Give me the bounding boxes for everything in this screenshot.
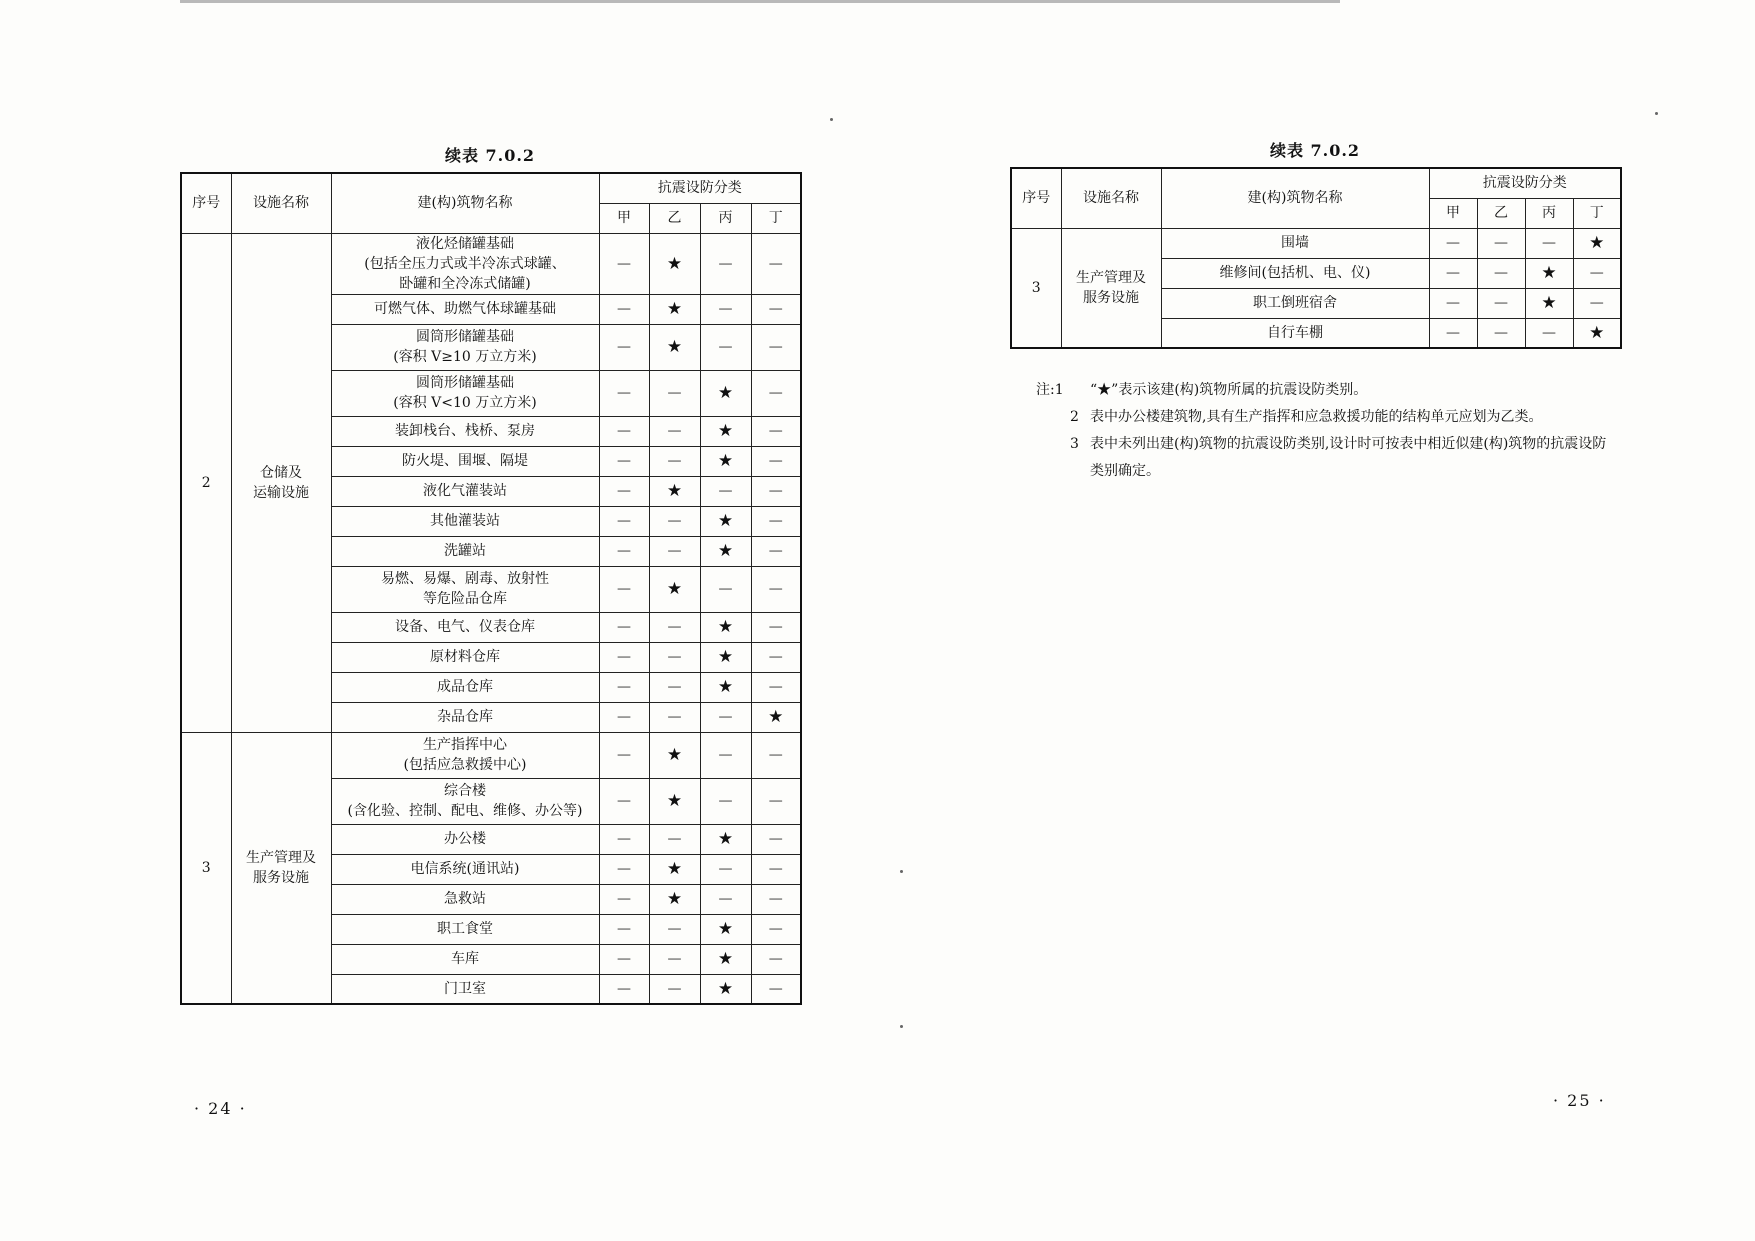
- note-item: [1036, 431, 1620, 485]
- header-yi: 乙: [1477, 198, 1525, 228]
- table-row: [181, 233, 801, 294]
- cell-facility: 生产管理及 服务设施: [1061, 228, 1161, 348]
- dash-mark: —: [649, 672, 700, 702]
- cell-seq: 3: [1011, 228, 1061, 348]
- dash-mark: —: [599, 884, 649, 914]
- header-category: 抗震设防分类: [599, 173, 801, 203]
- header-seq: 序号: [1011, 168, 1061, 228]
- dash-mark: —: [700, 476, 751, 506]
- cell-building-name: 职工食堂: [331, 914, 599, 944]
- right-page-number: · 25 ·: [1553, 1091, 1606, 1110]
- dash-mark: —: [649, 446, 700, 476]
- cell-building-name: 液化气灌装站: [331, 476, 599, 506]
- dash-mark: —: [751, 672, 801, 702]
- dash-mark: —: [751, 884, 801, 914]
- dash-mark: —: [599, 824, 649, 854]
- cell-building-name: 防火堤、围堰、隔堤: [331, 446, 599, 476]
- cell-building-name: 其他灌装站: [331, 506, 599, 536]
- dash-mark: —: [700, 702, 751, 732]
- dash-mark: —: [751, 536, 801, 566]
- dash-mark: —: [751, 446, 801, 476]
- dash-mark: —: [751, 642, 801, 672]
- dash-mark: —: [700, 233, 751, 294]
- dash-mark: —: [751, 732, 801, 778]
- star-mark-icon: ★: [1525, 288, 1573, 318]
- dash-mark: —: [649, 944, 700, 974]
- cell-building-name: 圆筒形储罐基础 (容积 V≥10 万立方米): [331, 324, 599, 370]
- star-mark-icon: ★: [700, 642, 751, 672]
- dash-mark: —: [1477, 318, 1525, 348]
- dash-mark: —: [700, 884, 751, 914]
- cell-seq: 2: [181, 233, 231, 732]
- scan-speck: [900, 870, 903, 873]
- star-mark-icon: ★: [700, 446, 751, 476]
- star-mark-icon: ★: [700, 416, 751, 446]
- dash-mark: —: [1573, 288, 1621, 318]
- header-jia: 甲: [599, 203, 649, 233]
- dash-mark: —: [700, 778, 751, 824]
- dash-mark: —: [751, 476, 801, 506]
- dash-mark: —: [700, 566, 751, 612]
- note-item: [1036, 404, 1620, 431]
- dash-mark: —: [649, 642, 700, 672]
- star-mark-icon: ★: [700, 612, 751, 642]
- header-building: 建(构)筑物名称: [331, 173, 599, 233]
- star-mark-icon: ★: [700, 506, 751, 536]
- cell-building-name: 杂品仓库: [331, 702, 599, 732]
- scan-edge-line: [180, 0, 1340, 3]
- star-mark-icon: ★: [1573, 228, 1621, 258]
- header-yi: 乙: [649, 203, 700, 233]
- dash-mark: —: [599, 974, 649, 1004]
- dash-mark: —: [599, 854, 649, 884]
- table-row: [181, 732, 801, 778]
- cell-building-name: 液化烃储罐基础 (包括全压力式或半冷冻式球罐、 卧罐和全冷冻式储罐): [331, 233, 599, 294]
- scan-speck: [900, 1025, 903, 1028]
- dash-mark: —: [599, 476, 649, 506]
- table-row: [1011, 228, 1621, 258]
- dash-mark: —: [751, 612, 801, 642]
- dash-mark: —: [751, 824, 801, 854]
- cell-building-name: 急救站: [331, 884, 599, 914]
- cell-building-name: 办公楼: [331, 824, 599, 854]
- dash-mark: —: [751, 294, 801, 324]
- dash-mark: —: [599, 566, 649, 612]
- cell-building-name: 维修间(包括机、电、仪): [1161, 258, 1429, 288]
- cell-building-name: 围墙: [1161, 228, 1429, 258]
- dash-mark: —: [1429, 228, 1477, 258]
- header-facility: 设施名称: [1061, 168, 1161, 228]
- scan-speck: [830, 118, 833, 121]
- star-mark-icon: ★: [649, 566, 700, 612]
- right-classification-table: [1010, 167, 1622, 349]
- dash-mark: —: [751, 416, 801, 446]
- star-mark-icon: ★: [649, 884, 700, 914]
- note-text: 表中办公楼建筑物,具有生产指挥和应急救援功能的结构单元应划为乙类。: [1090, 409, 1543, 425]
- star-mark-icon: ★: [751, 702, 801, 732]
- header-building: 建(构)筑物名称: [1161, 168, 1429, 228]
- dash-mark: —: [649, 702, 700, 732]
- dash-mark: —: [751, 778, 801, 824]
- dash-mark: —: [599, 233, 649, 294]
- cell-seq: 3: [181, 732, 231, 1004]
- cell-building-name: 可燃气体、助燃气体球罐基础: [331, 294, 599, 324]
- cell-building-name: 门卫室: [331, 974, 599, 1004]
- dash-mark: —: [599, 416, 649, 446]
- cell-building-name: 自行车棚: [1161, 318, 1429, 348]
- dash-mark: —: [649, 914, 700, 944]
- dash-mark: —: [599, 612, 649, 642]
- cell-building-name: 职工倒班宿舍: [1161, 288, 1429, 318]
- dash-mark: —: [751, 506, 801, 536]
- dash-mark: —: [1477, 288, 1525, 318]
- star-mark-icon: ★: [1525, 258, 1573, 288]
- cell-facility: 生产管理及 服务设施: [231, 732, 331, 1004]
- dash-mark: —: [599, 370, 649, 416]
- dash-mark: —: [700, 324, 751, 370]
- cell-building-name: 易燃、易爆、剧毒、放射性 等危险品仓库: [331, 566, 599, 612]
- header-category: 抗震设防分类: [1429, 168, 1621, 198]
- dash-mark: —: [599, 294, 649, 324]
- star-mark-icon: ★: [649, 324, 700, 370]
- dash-mark: —: [751, 974, 801, 1004]
- dash-mark: —: [751, 324, 801, 370]
- dash-mark: —: [649, 612, 700, 642]
- star-mark-icon: ★: [700, 370, 751, 416]
- dash-mark: —: [751, 944, 801, 974]
- star-mark-icon: ★: [649, 233, 700, 294]
- dash-mark: —: [751, 854, 801, 884]
- header-bing: 丙: [1525, 198, 1573, 228]
- dash-mark: —: [751, 566, 801, 612]
- note-number: 3: [1070, 436, 1079, 452]
- dash-mark: —: [1525, 318, 1573, 348]
- cell-building-name: 车库: [331, 944, 599, 974]
- dash-mark: —: [1429, 258, 1477, 288]
- header-bing: 丙: [700, 203, 751, 233]
- left-page-number: · 24 ·: [194, 1099, 247, 1118]
- dash-mark: —: [649, 536, 700, 566]
- dash-mark: —: [1477, 258, 1525, 288]
- dash-mark: —: [599, 732, 649, 778]
- dash-mark: —: [1573, 258, 1621, 288]
- cell-building-name: 装卸栈台、栈桥、泵房: [331, 416, 599, 446]
- star-mark-icon: ★: [649, 732, 700, 778]
- header-jia: 甲: [1429, 198, 1477, 228]
- cell-building-name: 电信系统(通讯站): [331, 854, 599, 884]
- star-mark-icon: ★: [649, 778, 700, 824]
- dash-mark: —: [599, 324, 649, 370]
- dash-mark: —: [649, 824, 700, 854]
- star-mark-icon: ★: [700, 824, 751, 854]
- cell-building-name: 生产指挥中心 (包括应急救援中心): [331, 732, 599, 778]
- dash-mark: —: [599, 446, 649, 476]
- note-item: [1036, 377, 1620, 404]
- left-classification-table: [180, 172, 802, 1005]
- cell-building-name: 设备、电气、仪表仓库: [331, 612, 599, 642]
- header-ding: 丁: [751, 203, 801, 233]
- dash-mark: —: [649, 416, 700, 446]
- dash-mark: —: [1477, 228, 1525, 258]
- star-mark-icon: ★: [649, 294, 700, 324]
- left-table-caption: 续表 7.0.2: [444, 146, 536, 165]
- dash-mark: —: [649, 974, 700, 1004]
- dash-mark: —: [1525, 228, 1573, 258]
- note-text: 表中未列出建(构)筑物的抗震设防类别,设计时可按表中相近似建(构)筑物的抗震设防类别确定。: [1090, 436, 1607, 479]
- dash-mark: —: [700, 854, 751, 884]
- dash-mark: —: [751, 914, 801, 944]
- dash-mark: —: [599, 642, 649, 672]
- dash-mark: —: [599, 702, 649, 732]
- note-text: “★”表示该建(构)筑物所属的抗震设防类别。: [1090, 382, 1368, 398]
- star-mark-icon: ★: [649, 854, 700, 884]
- star-mark-icon: ★: [700, 672, 751, 702]
- star-mark-icon: ★: [700, 974, 751, 1004]
- dash-mark: —: [599, 506, 649, 536]
- cell-facility: 仓储及 运输设施: [231, 233, 331, 732]
- star-mark-icon: ★: [649, 476, 700, 506]
- star-mark-icon: ★: [700, 536, 751, 566]
- scan-speck: [1655, 112, 1658, 115]
- dash-mark: —: [700, 294, 751, 324]
- table-notes: [1036, 377, 1620, 485]
- dash-mark: —: [751, 233, 801, 294]
- header-facility: 设施名称: [231, 173, 331, 233]
- header-seq: 序号: [181, 173, 231, 233]
- dash-mark: —: [649, 370, 700, 416]
- star-mark-icon: ★: [1573, 318, 1621, 348]
- dash-mark: —: [599, 536, 649, 566]
- cell-building-name: 圆筒形储罐基础 (容积 V<10 万立方米): [331, 370, 599, 416]
- dash-mark: —: [1429, 288, 1477, 318]
- dash-mark: —: [599, 914, 649, 944]
- star-mark-icon: ★: [700, 914, 751, 944]
- cell-building-name: 原材料仓库: [331, 642, 599, 672]
- notes-label: 注:1: [1036, 382, 1064, 398]
- dash-mark: —: [1429, 318, 1477, 348]
- star-mark-icon: ★: [700, 944, 751, 974]
- dash-mark: —: [599, 778, 649, 824]
- header-ding: 丁: [1573, 198, 1621, 228]
- cell-building-name: 综合楼 (含化验、控制、配电、维修、办公等): [331, 778, 599, 824]
- dash-mark: —: [599, 672, 649, 702]
- dash-mark: —: [649, 506, 700, 536]
- dash-mark: —: [751, 370, 801, 416]
- cell-building-name: 洗罐站: [331, 536, 599, 566]
- cell-building-name: 成品仓库: [331, 672, 599, 702]
- note-number: 2: [1070, 409, 1079, 425]
- dash-mark: —: [599, 944, 649, 974]
- right-table-caption: 续表 7.0.2: [1269, 141, 1361, 160]
- dash-mark: —: [700, 732, 751, 778]
